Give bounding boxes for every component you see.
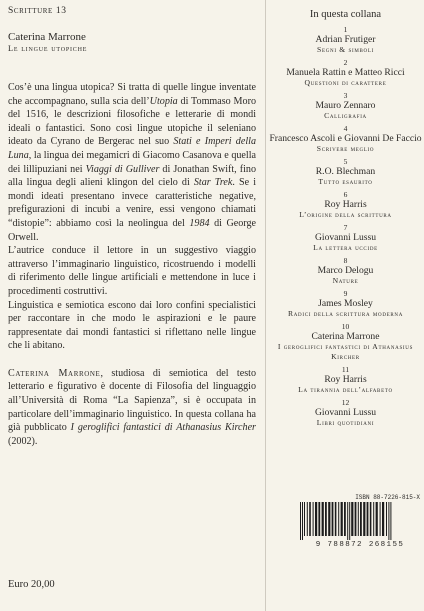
collection-item-author: Manuela Rattin e Matteo Ricci <box>286 67 405 78</box>
collection-item-author: Mauro Zennaro <box>315 100 376 111</box>
collection-item-title: La lettera uccide <box>313 243 378 252</box>
book-author: Caterina Marrone <box>8 31 86 43</box>
collection-list <box>266 26 424 428</box>
description <box>8 81 256 353</box>
collection-item-author: Roy Harris <box>324 199 367 210</box>
collection-item <box>266 224 424 253</box>
description-paragraph-2: L’autrice conduce il lettore in un suggestivo viaggio attraverso l’immaginario linguistico, ricostruendo i modelli di riferimento delle lingue artificiali e mettendone in luce i procedimenti costruttivi. <box>8 245 256 297</box>
collection-item <box>266 366 424 395</box>
collection-item-author: Marco Delogu <box>317 265 374 276</box>
collection-item-title: L’origine della scrittura <box>299 210 392 219</box>
collection-item-number: 1 <box>343 25 348 34</box>
collection-item-author: James Mosley <box>318 298 373 309</box>
collection-item-title: Radici della scrittura moderna <box>287 309 404 318</box>
isbn-label: ISBN 88-7226-815-X <box>355 494 420 501</box>
collection-item-number: 3 <box>343 91 348 100</box>
collection-item-number: 10 <box>341 322 350 331</box>
collection-item <box>266 290 424 319</box>
collection-item <box>266 399 424 428</box>
collection-item-number: 8 <box>343 256 348 265</box>
isbn-block <box>296 494 424 549</box>
price: Euro 20,00 <box>8 579 55 590</box>
left-column <box>8 2 256 448</box>
collection-item-title: Libri quotidiani <box>316 418 375 427</box>
collection-item-author: Roy Harris <box>324 374 367 385</box>
collection-item-number: 5 <box>343 157 348 166</box>
collection-item <box>266 323 424 362</box>
collection-item <box>266 158 424 187</box>
collection-item-author: Francesco Ascoli e Giovanni De Faccio <box>269 133 422 144</box>
collection-item-title: Scrivere meglio <box>316 144 375 153</box>
collection-item <box>266 59 424 88</box>
book-title: Le lingue utopiche <box>8 44 88 53</box>
series-label: Scritture 13 <box>8 6 67 16</box>
collection-item-author: Giovanni Lussu <box>314 407 377 418</box>
collection-item-author: Giovanni Lussu <box>314 232 377 243</box>
collection-item-author: Adrian Frutiger <box>315 34 376 45</box>
collection-item-number: 12 <box>341 398 350 407</box>
collection-item-author: R.O. Blechman <box>315 166 376 177</box>
collection-item-title: Questioni di carattere <box>304 78 387 87</box>
collection-item-author: Caterina Marrone <box>311 331 380 342</box>
collection-item-title: Calligrafia <box>324 111 367 120</box>
collection-column <box>265 0 424 611</box>
collection-item-number: 7 <box>343 223 348 232</box>
collection-item-number: 4 <box>343 124 348 133</box>
collection-item-number: 11 <box>341 365 350 374</box>
collection-heading: In questa collana <box>309 9 382 20</box>
collection-item <box>266 257 424 286</box>
description-paragraph-3: Linguistica e semiotica escono dai loro confini specialistici per raccontare in che modo le aspirazioni e le paure rappresentate dai mondi fantastici si riflettano nelle lingue che li abitano. <box>8 299 256 352</box>
barcode-digits: 9 788872 268155 <box>315 541 405 549</box>
collection-item-number: 2 <box>343 58 348 67</box>
bio-name: Caterina Marrone <box>8 367 101 379</box>
author-bio: Caterina Marrone, studiosa di semiotica del testo letterario e figurativo è docente di Filosofia del linguaggio all’Università di Roma “La Sapienza”, si è occupata in particolare dell’immaginario linguistico. In questa collana ha già pubblicato I geroglifici fantastici di Athanasius Kircher (2002). <box>8 367 256 447</box>
collection-item-title: Segni & simboli <box>317 45 374 54</box>
collection-item-title: La tirannia dell’alfabeto <box>298 385 393 394</box>
collection-item <box>266 191 424 220</box>
collection-item <box>266 92 424 121</box>
collection-item-number: 6 <box>343 190 348 199</box>
collection-item-title: I geroglifici fantastici di Athanasius Kircher <box>277 342 414 361</box>
collection-item-number: 9 <box>343 289 348 298</box>
barcode-image <box>296 502 420 540</box>
collection-item-title: Tutto esaurito <box>318 177 373 186</box>
collection-item <box>266 125 424 154</box>
collection-item-title: Nature <box>332 276 359 285</box>
description-paragraph-1: Cos’è una lingua utopica? Si tratta di quelle lingue inventate che accompagnano, sulla scia dell’Utopia di Tommaso Moro del 1516, le descrizioni filosofiche e letterarie di mondi ideali o fantastici. Sono così lingue utopiche il seleniano ideato da Cyrano de Bergerac nel suo Stati e Imperi della Luna, la lingua dei megamicri di Giacomo Casanova e quella dei lillipuziani nei Viaggi di Gulliver di Jonathan Swift, fino alla lingua degli alieni klingon del cielo di Star Trek. Se i mondi ideati presentano invece caratteristiche negative, prefigurazioni di incubi a venire, essi vengono chiamati “distopie”: abbiamo così la neolingua del 1984 di George Orwell. <box>8 82 257 243</box>
collection-item <box>266 26 424 55</box>
